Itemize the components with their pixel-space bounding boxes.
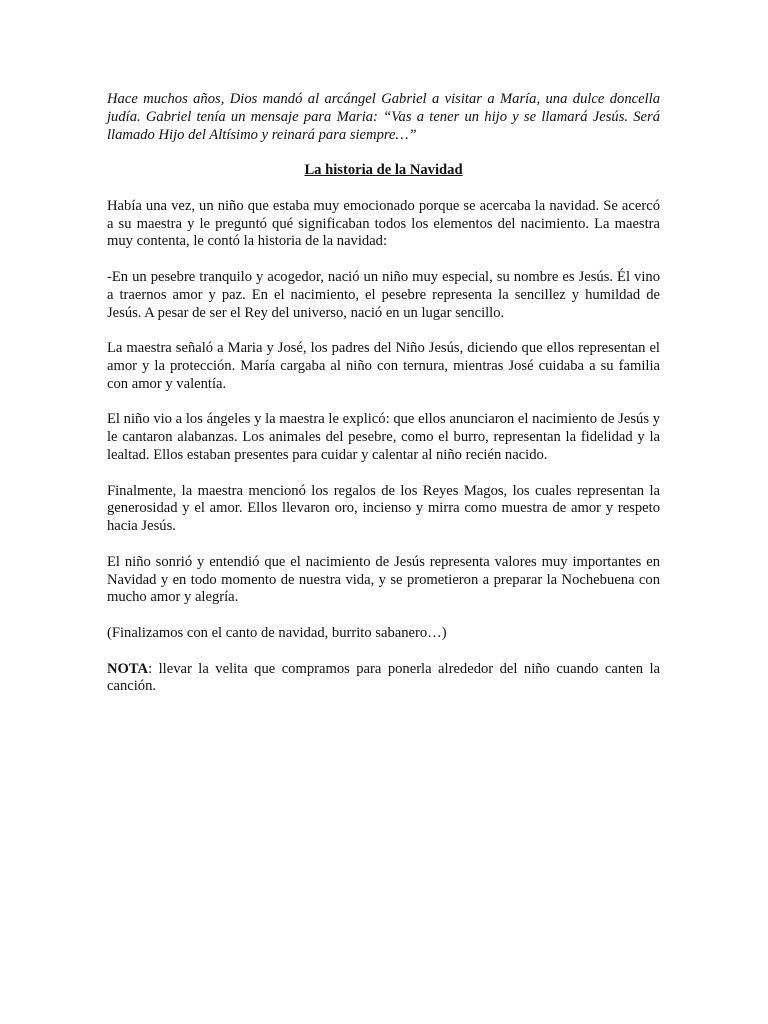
document-page xyxy=(107,91,660,714)
story-paragraph-4: El niño vio a los ángeles y la maestra le explicó: que ellos anunciaron el nacimiento de Jesús y le cantaron alabanzas. Los animales del pesebre, como el burro, representan la fidelidad y la lealtad. Ellos estaban presentes para cuidar y calentar al niño recién nacido. xyxy=(107,411,660,463)
story-paragraph-2: -En un pesebre tranquilo y acogedor, nació un niño muy especial, su nombre es Jesús. Él vino a traernos amor y paz. En el nacimiento, el pesebre representa la sencillez y humildad de Jesús. A pesar de ser el Rey del universo, nació en un lugar sencillo. xyxy=(107,268,660,321)
story-paragraph-1: Había una vez, un niño que estaba muy emocionado porque se acercaba la navidad. Se acercó a su maestra y le preguntó qué significaban todos los elementos del nacimiento. La maestra muy contenta, le contó la historia de la navidad: xyxy=(107,197,660,250)
story-paragraph-5: Finalmente, la maestra mencionó los regalos de los Reyes Magos, los cuales representan la generosidad y el amor. Ellos llevaron oro, incienso y mirra como muestra de amor y respeto hacia Jesús. xyxy=(107,482,660,535)
note-text: : llevar la velita que compramos para ponerla alrededor del niño cuando canten la canción. xyxy=(107,660,660,695)
intro-paragraph: Hace muchos años, Dios mandó al arcángel Gabriel a visitar a María, una dulce doncella judía. Gabriel tenía un mensaje para Maria: “Vas a tener un hijo y se llamará Jesús. Será llamado Hijo del Altísimo y reinará para siempre…” xyxy=(107,91,660,143)
note-label: NOTA xyxy=(107,660,149,677)
note-paragraph xyxy=(107,661,660,697)
story-paragraph-6: El niño sonrió y entendió que el nacimiento de Jesús representa valores muy importantes en Navidad y en todo momento de nuestra vida, y se prometieron a preparar la Nochebuena con mucho amor y alegría. xyxy=(107,553,660,606)
closing-song-paragraph: (Finalizamos con el canto de navidad, burrito sabanero…) xyxy=(107,624,447,641)
story-paragraph-3: La maestra señaló a Maria y José, los padres del Niño Jesús, diciendo que ellos representan el amor y la protección. María cargaba al niño con ternura, mientras José cuidaba a su familia con amor y valentía. xyxy=(107,340,660,392)
document-title: La historia de la Navidad xyxy=(304,162,463,179)
